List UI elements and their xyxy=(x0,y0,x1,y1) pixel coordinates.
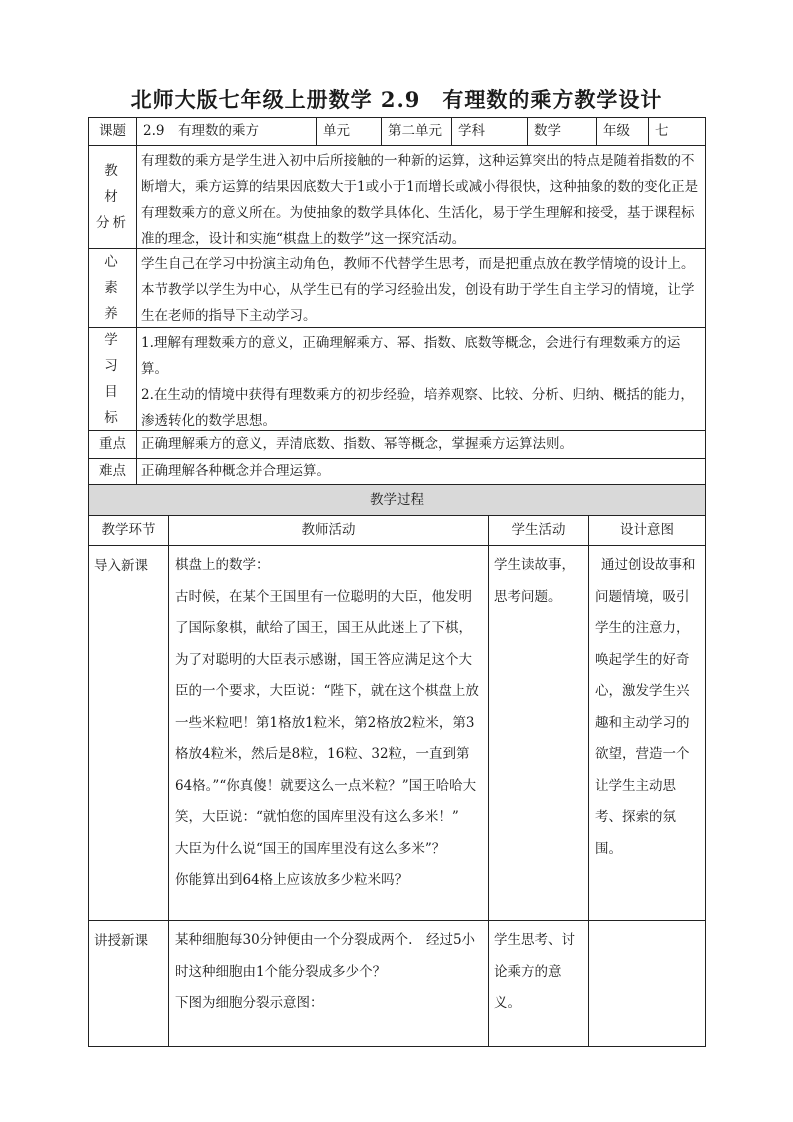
label-learning-goals: 学习 目标 xyxy=(88,327,137,431)
teacher-activity-intro xyxy=(168,545,489,921)
teacher-activity-new-lesson xyxy=(168,920,489,1047)
col-header-intent: 设计意图 xyxy=(588,515,706,546)
student-text: 学生读故事，思考问题。 xyxy=(494,557,575,605)
intent-text: 通过创设故事和问题情境，吸引学生的注意力，唤起学生的好奇心，激发学生兴趣和主动学习的欲望，营造一个让学生主动思考、探索的氛围。 xyxy=(595,557,696,857)
label-grade: 年级 xyxy=(596,117,649,146)
unit-value: 第二单元 xyxy=(381,117,452,146)
document-title: 北师大版七年级上册数学 2.9 有理数的乘方教学设计 xyxy=(130,87,663,112)
label-subject: 课题 xyxy=(88,117,137,146)
core-literacy-text: 学生自己在学习中扮演主动角色，教师不代替学生思考，而是把重点放在教学情境的设计上。本节教学以学生为中心，从学生已有的学习经验出发，创设有助于学生自主学习的情境，让学生在老师的指导下主动学习。 xyxy=(136,248,706,328)
student-activity-intro xyxy=(488,545,589,921)
col-header-student: 学生活动 xyxy=(488,515,589,546)
stage-cell-intro xyxy=(88,545,169,921)
teacher-paragraph: 大臣为什么说“国王的国库里没有这么多米”？ xyxy=(175,840,446,857)
learning-goals xyxy=(136,327,706,431)
teacher-paragraph: 下图为细胞分裂示意图： xyxy=(175,995,324,1011)
design-intent-new-lesson xyxy=(588,920,706,1047)
col-header-stage: 教学环节 xyxy=(88,515,169,546)
teacher-paragraph: 古时候，在某个王国里有一位聪明的大臣，他发明了国际象棋，献给了国王，国王从此迷上了下棋，为了对聪明的大臣表示感谢，国王答应满足这个大臣的一个要求，大臣说：“陛下，就在这个棋盘上放一些米粒吧！第1格放1粒米，第2格放2粒米，第3格放4粒米，然后是8粒，16粒、32粒，一直到第64格。”“你真傻！就要这么一点米粒？”国王哈哈大笑，大臣说：“就怕您的国库里没有这么多米！” xyxy=(175,588,479,825)
goal-item-2: 2.在生动的情境中获得有理数乘方的初步经验，培养观察、比较、分析、归纳、概括的能力，渗透转化的数学思想。 xyxy=(141,387,694,429)
label-difficulty: 难点 xyxy=(88,458,137,485)
teacher-paragraph: 某种细胞每30分钟便由一个分裂成两个. 经过5小时这种细胞由1个能分裂成多少个？ xyxy=(175,932,476,980)
difficulty-text: 正确理解各种概念并合理运算。 xyxy=(136,458,706,485)
student-activity-new-lesson xyxy=(488,920,589,1047)
label-key-point: 重点 xyxy=(88,430,137,459)
material-analysis-text: 有理数的乘方是学生进入初中后所接触的一种新的运算，这种运算突出的特点是随着指数的不断增大，乘方运算的结果因底数大于1或小于1而增长或减小得很快，这种抽象的数的变化正是有理数乘方的意义所在。为使抽象的数学具体化、生活化，易于学生理解和接受，基于课程标准的理念，设计和实施“棋盘上的数学”这一探究活动。 xyxy=(136,145,706,249)
teaching-process-header: 教学过程 xyxy=(88,484,706,516)
stage-label: 导入新课 xyxy=(94,558,148,574)
stage-label: 讲授新课 xyxy=(94,933,148,949)
stage-cell-new-lesson xyxy=(88,920,169,1047)
lesson-topic: 2.9 有理数的乘方 xyxy=(136,117,317,146)
teacher-paragraph: 棋盘上的数学： xyxy=(175,557,270,573)
teacher-paragraph: 你能算出到64格上应该放多少粒米吗？ xyxy=(175,872,409,888)
key-point-text: 正确理解乘方的意义，弄清底数、指数、幂等概念，掌握乘方运算法则。 xyxy=(136,430,706,459)
design-intent-intro xyxy=(588,545,706,921)
goal-item-1: 1.理解有理数乘方的意义，正确理解乘方、幂、指数、底数等概念，会进行有理数乘方的运算。 xyxy=(141,335,681,377)
student-text: 学生思考、讨论乘方的意义。 xyxy=(494,932,575,1011)
col-header-teacher: 教师活动 xyxy=(168,515,489,546)
label-core-literacy: 心 素 养 xyxy=(88,248,137,328)
grade-value: 七 xyxy=(648,117,706,146)
label-discipline: 学科 xyxy=(451,117,528,146)
label-material-analysis: 教 材 分析 xyxy=(88,145,137,249)
label-unit: 单元 xyxy=(316,117,382,146)
discipline-value: 数学 xyxy=(527,117,597,146)
